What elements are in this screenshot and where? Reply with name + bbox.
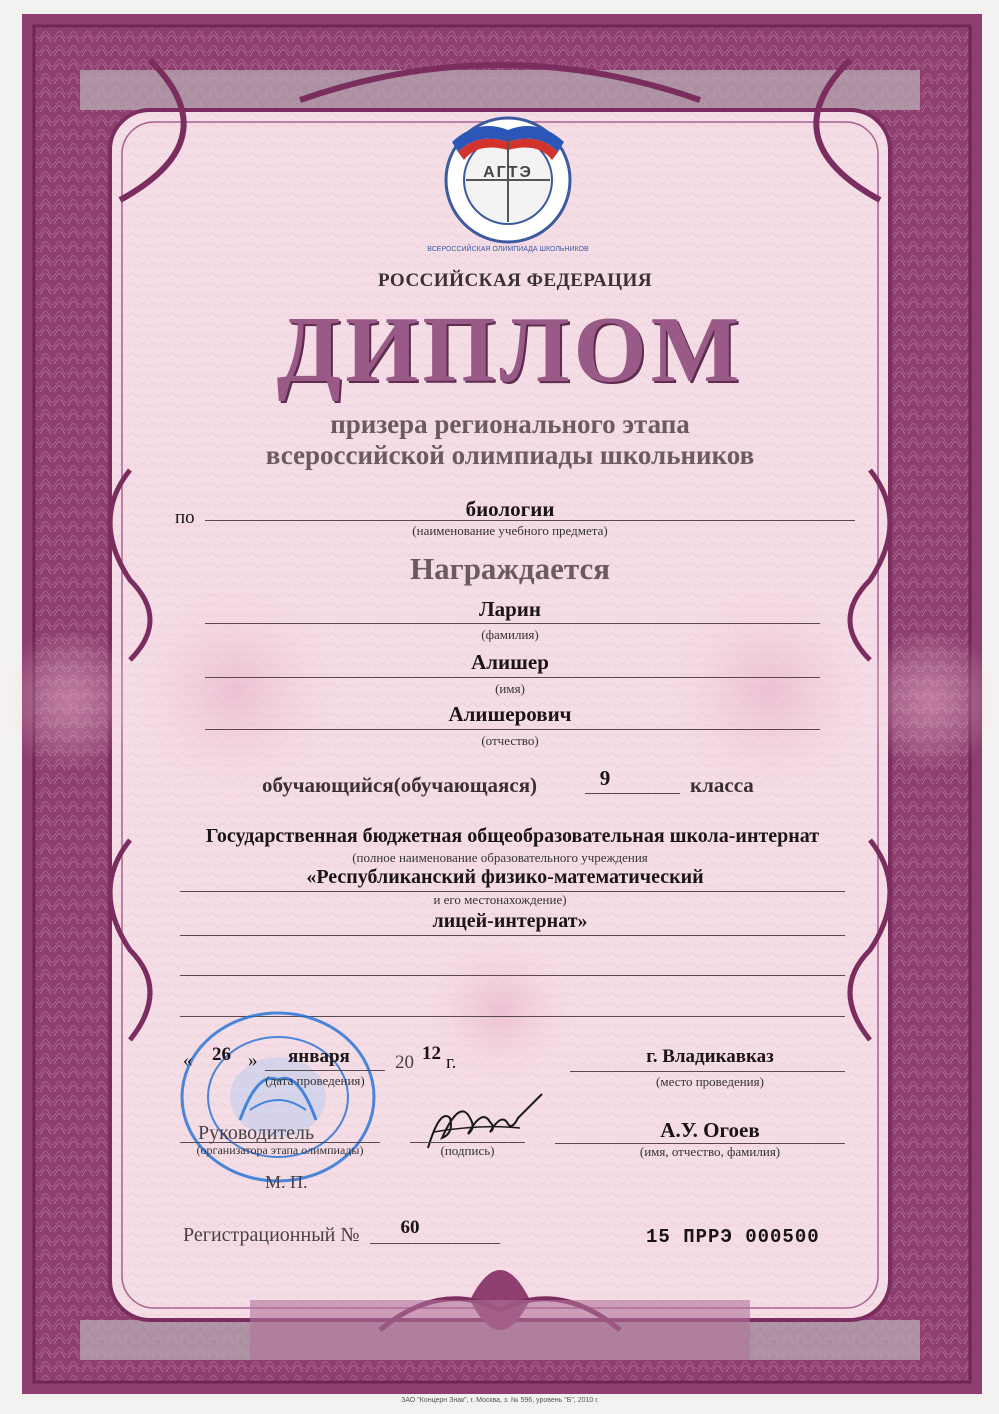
name-caption: (имя) bbox=[495, 681, 525, 696]
grade-value: 9 bbox=[599, 766, 611, 790]
name-value: Алишер bbox=[471, 650, 549, 674]
seal-place-mark: М. П. bbox=[265, 1172, 308, 1192]
awarded-heading: Награждается bbox=[410, 551, 610, 586]
date-year-suffix: 12 bbox=[422, 1043, 441, 1064]
grade-prefix: обучающийся(обучающаяся) bbox=[262, 773, 538, 797]
place-caption: (место проведения) bbox=[656, 1074, 764, 1089]
subtitle-line-1: призера регионального этапа bbox=[330, 409, 690, 439]
school-line-1: Государственная бюджетная общеобразовательная школа-интернат bbox=[205, 825, 820, 847]
signature-caption: (подпись) bbox=[440, 1143, 495, 1158]
olympiad-emblem bbox=[427, 108, 589, 253]
country-heading: РОССИЙСКАЯ ФЕДЕРАЦИЯ bbox=[377, 270, 653, 291]
date-month-line bbox=[265, 1070, 385, 1071]
patronymic-value: Алишерович bbox=[448, 702, 572, 726]
name-line bbox=[205, 677, 820, 678]
date-quote-open: « bbox=[183, 1050, 193, 1071]
patronymic-caption: (отчество) bbox=[481, 733, 539, 748]
date-year-prefix: 20 bbox=[395, 1052, 414, 1073]
diploma-title: ДИПЛОМ bbox=[276, 298, 744, 402]
date-caption: (дата проведения) bbox=[265, 1073, 365, 1088]
date-year-abbr: г. bbox=[446, 1052, 457, 1073]
subject-value: биологии bbox=[465, 497, 555, 521]
school-line-3: лицей-интернат» bbox=[432, 910, 588, 932]
school-caption-2: и его местонахождение) bbox=[433, 892, 567, 907]
grade-line bbox=[585, 793, 680, 794]
subject-caption: (наименование учебного предмета) bbox=[412, 523, 608, 538]
registration-label: Регистрационный № bbox=[183, 1224, 360, 1246]
signatory-name: А.У. Огоев bbox=[660, 1118, 760, 1142]
serial-number: 15 ПРРЭ 000500 bbox=[646, 1226, 820, 1248]
registration-value: 60 bbox=[400, 1217, 420, 1238]
place-line bbox=[570, 1071, 845, 1072]
school-line-2: «Республиканский физико-математический bbox=[306, 866, 704, 888]
registration-line bbox=[370, 1243, 500, 1244]
subject-prefix: по bbox=[175, 507, 195, 528]
surname-caption: (фамилия) bbox=[481, 627, 539, 642]
date-month: января bbox=[288, 1046, 350, 1067]
signatory-role: Руководитель bbox=[198, 1122, 315, 1144]
printer-imprint: ЗАО "Концерн Знак", г. Москва, з. № 596, уровень "Б", 2010 г. bbox=[401, 1397, 599, 1404]
blank-line-1 bbox=[180, 975, 845, 976]
signatory-role-caption: (организатора этапа олимпиады) bbox=[196, 1143, 364, 1157]
date-quote-close: » bbox=[248, 1050, 258, 1071]
place-value: г. Владикавказ bbox=[646, 1046, 774, 1067]
date-day: 26 bbox=[212, 1044, 231, 1065]
emblem-center-text: АГТЭ bbox=[483, 164, 533, 181]
surname-line bbox=[205, 623, 820, 624]
signatory-name-caption: (имя, отчество, фамилия) bbox=[639, 1144, 781, 1159]
grade-suffix: класса bbox=[690, 773, 754, 797]
surname-value: Ларин bbox=[478, 597, 542, 621]
official-stamp bbox=[178, 1010, 378, 1185]
subtitle-line-2: всероссийской олимпиады школьников bbox=[265, 440, 755, 470]
school-line-3-rule bbox=[180, 935, 845, 936]
emblem-ring-text: ВСЕРОССИЙСКАЯ ОЛИМПИАДА ШКОЛЬНИКОВ bbox=[427, 246, 589, 253]
school-caption-1: (полное наименование образовательного учреждения bbox=[352, 850, 648, 865]
patronymic-line bbox=[205, 729, 820, 730]
